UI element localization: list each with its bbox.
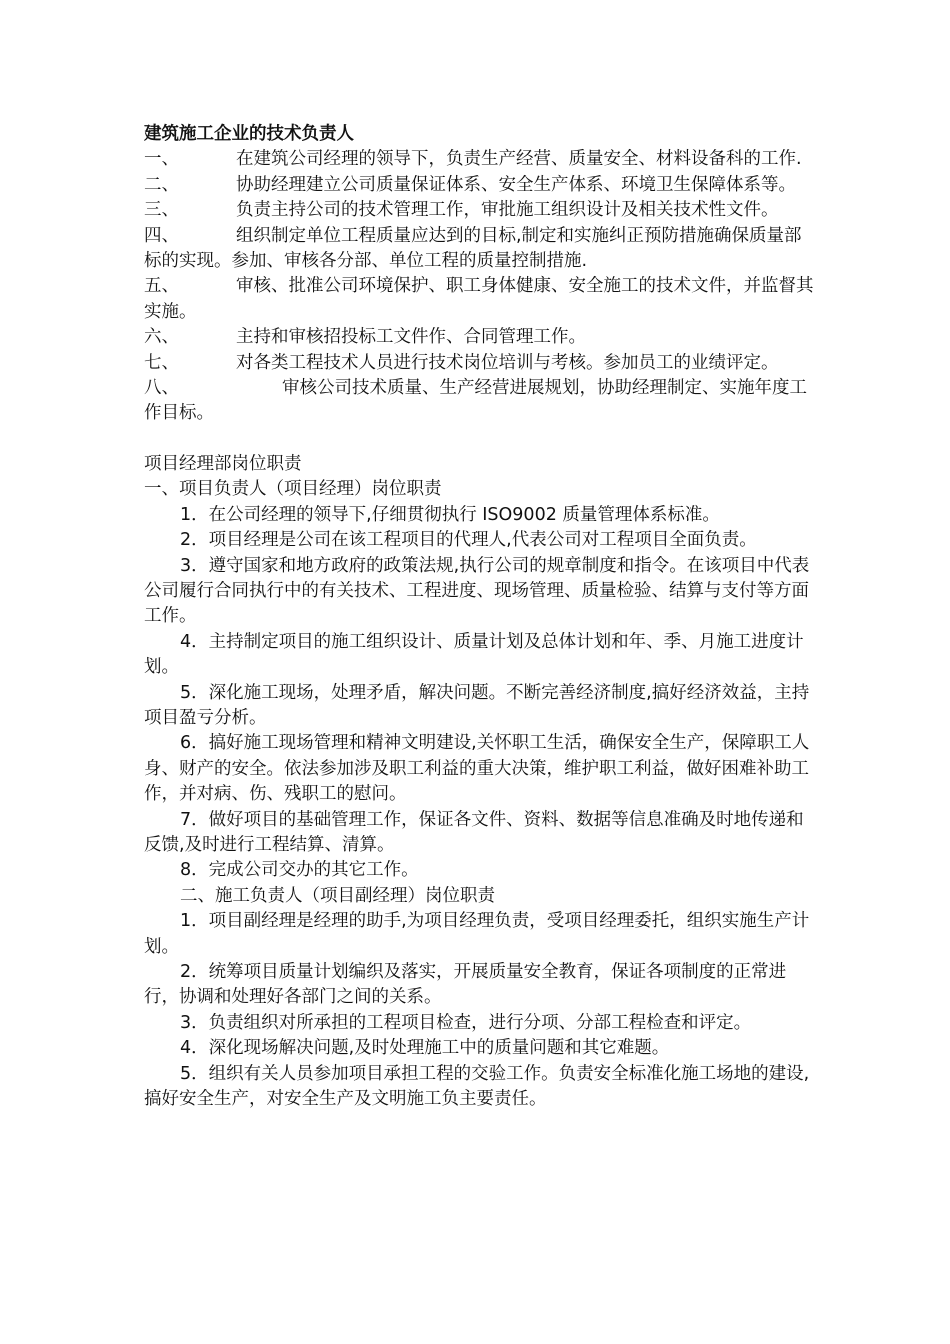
list-item: 8．完成公司交办的其它工作。 <box>180 860 419 881</box>
subsection-title-deputy-manager: 二、施工负责人（项目副经理）岗位职责 <box>180 885 495 906</box>
duty-number: 一、 <box>144 149 179 170</box>
duty-text: 协助经理建立公司质量保证体系、安全生产体系、环境卫生保障体系等。 <box>236 174 796 195</box>
duty-text: 主持和审核招投标工文件作、合同管理工作。 <box>236 327 586 348</box>
list-item: 4．主持制定项目的施工组织设计、质量计划及总体计划和年、季、月施工进度计划。 <box>144 631 804 678</box>
duty-item <box>144 224 814 275</box>
list-item: 2．统筹项目质量计划编织及落实，开展质量安全教育，保证各项制度的正常进行，协调和处理好各部门之间的关系。 <box>144 962 787 1008</box>
duty-text: 对各类工程技术人员进行技术岗位培训与考核。参加员工的业绩评定。 <box>236 352 779 373</box>
section-spacer <box>144 427 814 452</box>
duty-text: 组织制定单位工程质量应达到的目标,制定和实施纠正预防措施确保质量部标的实现。参加、审核各分部、单位工程的质量控制措施. <box>144 225 802 272</box>
duty-item <box>144 325 814 350</box>
list-item: 3．负责组织对所承担的工程项目检查，进行分项、分部工程检查和评定。 <box>180 1012 752 1033</box>
list-item: 5．深化施工现场，处理矛盾，解决问题。不断完善经济制度,搞好经济效益，主持项目盈亏分析。 <box>144 682 810 728</box>
duty-number: 五、 <box>144 276 179 297</box>
list-item: 6．搞好施工现场管理和精神文明建设,关怀职工生活，确保安全生产，保障职工人身、财产的安全。依法参加涉及职工利益的重大决策，维护职工利益，做好困难补助工作，并对病、伤、残职工的慰问。 <box>144 733 810 805</box>
duty-item <box>144 351 814 376</box>
duty-item <box>144 274 814 325</box>
list-item: 3．遵守国家和地方政府的政策法规,执行公司的规章制度和指令。在该项目中代表公司履行合同执行中的有关技术、工程进度、现场管理、质量检验、结算与支付等方面工作。 <box>144 555 810 627</box>
duty-number: 四、 <box>144 225 179 246</box>
duty-number: 三、 <box>144 200 179 221</box>
duty-number: 七、 <box>144 352 179 373</box>
duty-text: 审核、批准公司环境保护、职工身体健康、安全施工的技术文件，并监督其实施。 <box>144 276 814 322</box>
duty-item <box>144 173 814 198</box>
duty-number: 二、 <box>144 174 179 195</box>
duty-text: 负责主持公司的技术管理工作，审批施工组织设计及相关技术性文件。 <box>236 200 779 221</box>
subsection-title-project-manager: 一、项目负责人（项目经理）岗位职责 <box>144 479 442 500</box>
list-item: 2．项目经理是公司在该工程项目的代理人,代表公司对工程项目全面负责。 <box>180 530 757 551</box>
list-item: 1．在公司经理的领导下,仔细贯彻执行 ISO9002 质量管理体系标准。 <box>180 504 720 525</box>
duty-text: 在建筑公司经理的领导下，负责生产经营、质量安全、材料设备科的工作. <box>236 149 802 170</box>
list-item: 5．组织有关人员参加项目承担工程的交验工作。负责安全标准化施工场地的建设,搞好安全生产，对安全生产及文明施工负主要责任。 <box>144 1063 810 1110</box>
duty-number: 六、 <box>144 327 179 348</box>
duty-item <box>144 198 814 223</box>
duty-text: 审核公司技术质量、生产经营进展规划，协助经理制定、实施年度工作目标。 <box>144 378 807 424</box>
document-page <box>144 122 814 1112</box>
duty-item <box>144 376 814 427</box>
list-item: 4．深化现场解决问题,及时处理施工中的质量问题和其它难题。 <box>180 1038 670 1059</box>
list-item: 1．项目副经理是经理的助手,为项目经理负责，受项目经理委托，组织实施生产计划。 <box>144 911 810 957</box>
section-title-tech-lead: 建筑施工企业的技术负责人 <box>144 124 354 144</box>
section-title-project-dept: 项目经理部岗位职责 <box>144 453 302 474</box>
duty-number: 八、 <box>144 378 179 399</box>
list-item: 7．做好项目的基础管理工作，保证各文件、资料、数据等信息准确及时地传递和反馈,及时进行工程结算、清算。 <box>144 809 804 855</box>
duty-item <box>144 147 814 172</box>
